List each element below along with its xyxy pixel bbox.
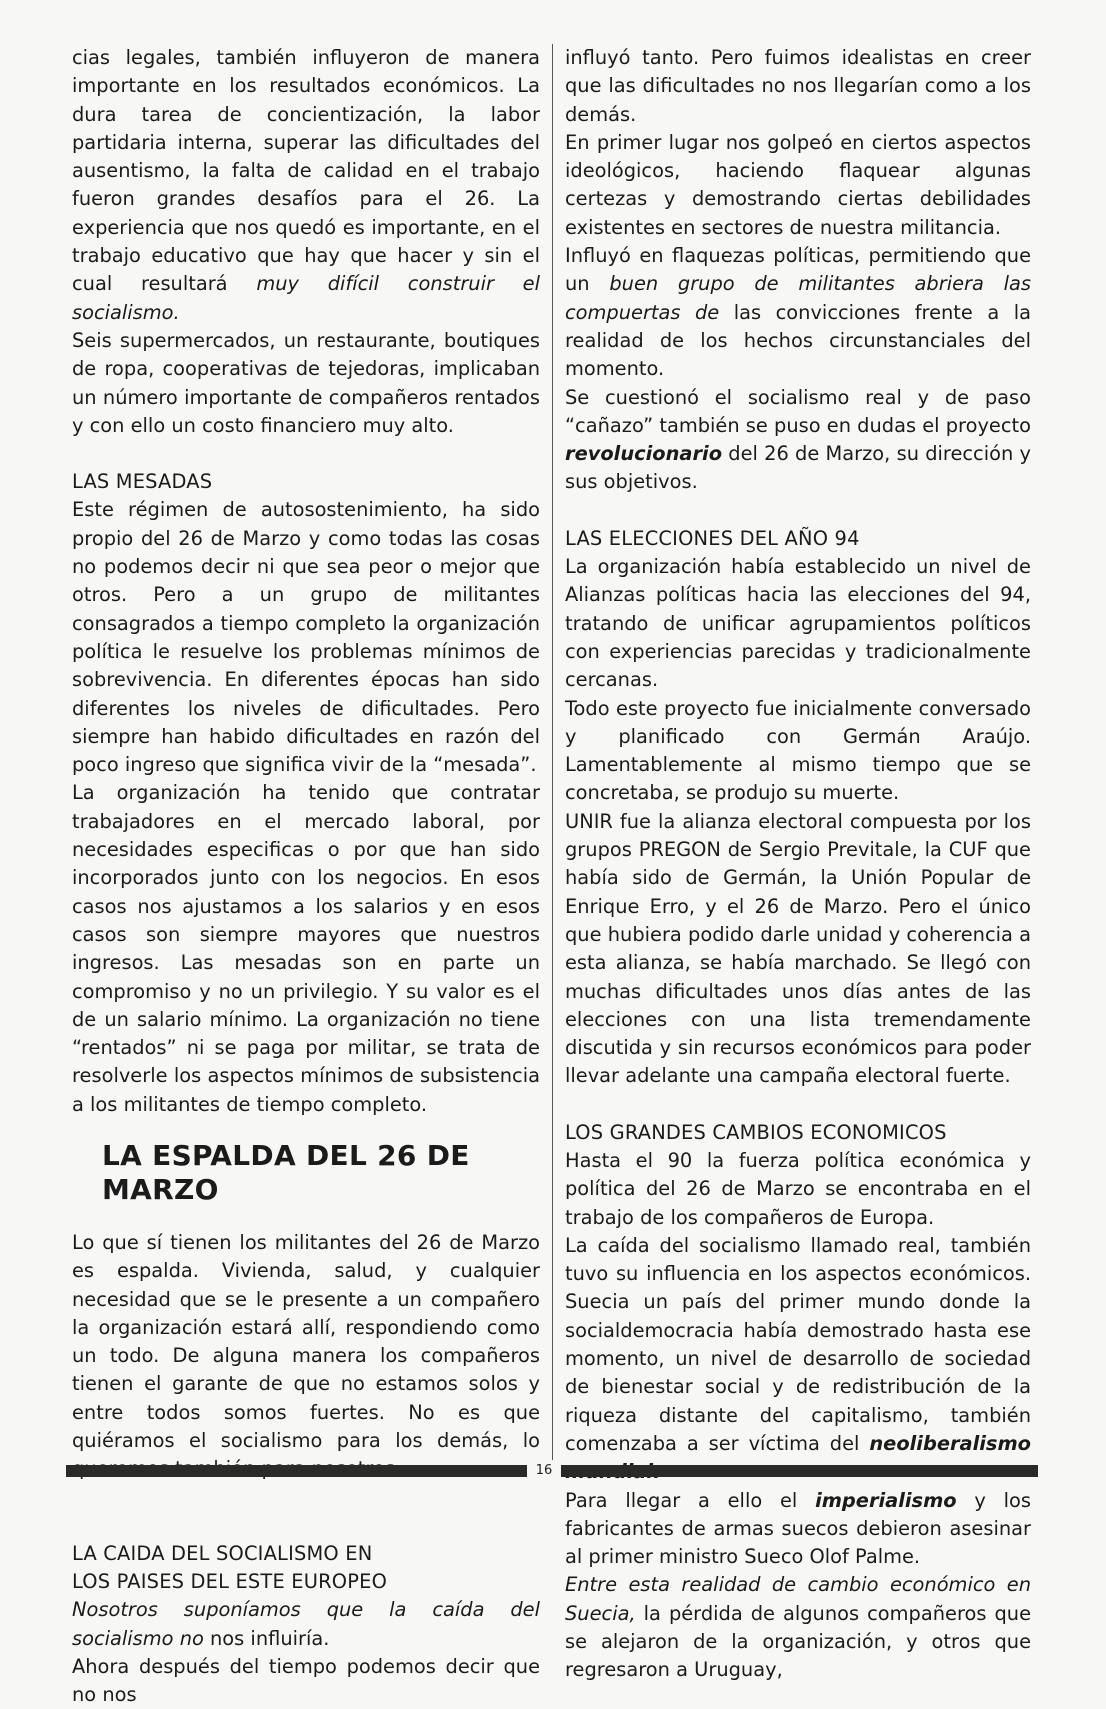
page-number: 16 [527, 1462, 561, 1480]
paragraph: Este régimen de autosostenimiento, ha sido propio del 26 de Marzo y como todas las cosas no podemos decir ni que sea peor o mejor que otros. Pero a un grupo de militantes consagrados a tiempo completo la organización política le resuelve los problemas mínimos de sobrevivencia. En diferentes épocas han sido diferentes los niveles de dificultades. Pero siempre han habido dificultades en razón del poco ingreso que significa vivir de la “mesada”. [72, 498, 540, 777]
paragraph: La organización había establecido un nivel de Alianzas políticas hacia las elecciones del 94, tratando de unificar agrupamientos políticos con experiencias parecidas y tradicionalmente cercanas. [565, 555, 1031, 692]
italic-text: Nosotros suponíamos que la caída del socialismo no [72, 1598, 540, 1650]
section-title-espalda: LA ESPALDA DEL 26 DE MARZO [102, 1138, 470, 1206]
paragraph: Hasta el 90 la fuerza política económica y política del 26 de Marzo se encontraba en el trabajo de los compañeros de Europa. [565, 1148, 1031, 1229]
bold-italic-text: revolucionario [565, 442, 723, 466]
paragraph: Nosotros suponíamos que la caída del socialismo no nos influiría. [72, 1598, 540, 1650]
section-heading-cambios: LOS GRANDES CAMBIOS ECONOMICOS [565, 1120, 947, 1144]
italic-text: buen grupo de militantes abriera las compuertas de [565, 272, 1031, 324]
paragraph: Ahora después del tiempo podemos decir que no nos [72, 1654, 540, 1707]
italic-text: muy difícil construir el socialismo. [72, 272, 540, 324]
left-column [72, 44, 540, 1709]
paragraph: Influyó en flaquezas políticas, permitiendo que un buen grupo de militantes abriera las compuertas de las convicciones frente a la realidad de los hechos circunstanciales del momento. [565, 244, 1031, 381]
paragraph: Entre esta realidad de cambio económico en Suecia, la pérdida de algunos compañeros que se alejaron de la organización, y otros que regresaron a Uruguay, [565, 1573, 1031, 1682]
paragraph: Lo que sí tienen los militantes del 26 de Marzo es espalda. Vivienda, salud, y cualquier necesidad que se le presente a un compañero la organización estará allí, respondiendo como un todo. De alguna manera los compañeros tienen el garante de que no estamos solos y entre todos somos fuertes. No es que quiéramos el socialismo para los demás, lo [72, 1230, 540, 1453]
italic-text: Entre esta realidad de cambio económico en Suecia, [565, 1573, 1031, 1625]
column-divider [552, 44, 553, 1460]
section-heading-elecciones: LAS ELECCIONES DEL AÑO 94 [565, 526, 860, 550]
paragraph: UNIR fue la alianza electoral compuesta por los grupos PREGON de Sergio Previtale, la CUF que había sido de Germán, la Unión Popular de Enrique Erro, y el 26 de Marzo. Pero el único que hubiera podido darle unidad y coherencia a esta alianza, se había marchado. Se llegó con muchas dificultades unos días antes de las elecciones con una lista tremendamente discutida y sin recursos económicos para poder llevar adelante una campaña electoral fuerte. [565, 809, 1031, 1088]
paragraph: La organización ha tenido que contratar trabajadores en el mercado laboral, por necesidades especificas o por que han sido incorporados junto con los negocios. En esos casos nos ajustamos a los salarios y en esos casos son siempre mayores que nuestros ingresos. Las mesadas son en parte un compromiso y no un privilegio. Y su valor es el de un salario mínimo. La organización no tiene “rentados” ni se paga por militar, se trata de resolverle los aspectos mínimos de subsistencia a los militantes de tiempo completo. [72, 781, 540, 1116]
bold-italic-text: imperialismo [815, 1488, 957, 1512]
paragraph: influyó tanto. Pero fuimos idealistas en creer que las dificultades no nos llegarían como a los demás. [565, 46, 1031, 126]
bold-italic-text: neoliberalismo [869, 1431, 1031, 1455]
paragraph: En primer lugar nos golpeó en ciertos aspectos ideológicos, haciendo flaquear algunas certezas y demostrando ciertas debilidades existentes en sectores de nuestra militancia. [565, 130, 1031, 239]
paragraph: cias legales, también influyeron de manera importante en los resultados económicos. La dura tarea de concientización, la labor partidaria interna, superar las dificultades del ausentismo, la falta de calidad en el trabajo fueron grandes desafíos para el 26. La experiencia que nos quedó es importante, en el trabajo educativo que hay que hacer y sin el cual resultará muy difícil construir el socialismo. [72, 46, 540, 324]
paragraph: Seis supermercados, un restaurante, boutiques de ropa, cooperativas de tejedoras, implicaban un número importante de compañeros rentados y con ello un costo financiero muy alto. [72, 328, 540, 437]
paragraph: La caída del socialismo llamado real, también tuvo su influencia en los aspectos económicos. Suecia un país del primer mundo donde la socialdemocracia había demostrado hasta ese momento, un nivel de desarrollo de sociedad de bienestar social y de redistribución de la riqueza distante del capitalismo, también comenzaba a ser víctima del neoliberalismo [565, 1232, 1031, 1487]
section-heading-caida-line1: LA CAIDA DEL SOCIALISMO EN [72, 1541, 373, 1565]
paragraph: Para llegar a ello el imperialismo y los fabricantes de armas suecos debieron asesinar al primer ministro Sueco Olof Palme. [565, 1488, 1031, 1569]
paragraph: Todo este proyecto fue inicialmente conversado y planificado con Germán Araújo. Lamentablemente al mismo tiempo que se concretaba, se produjo su muerte. [565, 696, 1031, 805]
paragraph: Se cuestionó el socialismo real y de paso “cañazo” también se puso en dudas el proyecto revolucionario del 26 de Marzo, su dirección y sus objetivos. [565, 385, 1031, 494]
section-heading-mesadas: LAS MESADAS [72, 470, 213, 494]
right-column [565, 44, 1031, 1685]
section-heading-caida-line2: LOS PAISES DEL ESTE EUROPEO [72, 1569, 388, 1593]
